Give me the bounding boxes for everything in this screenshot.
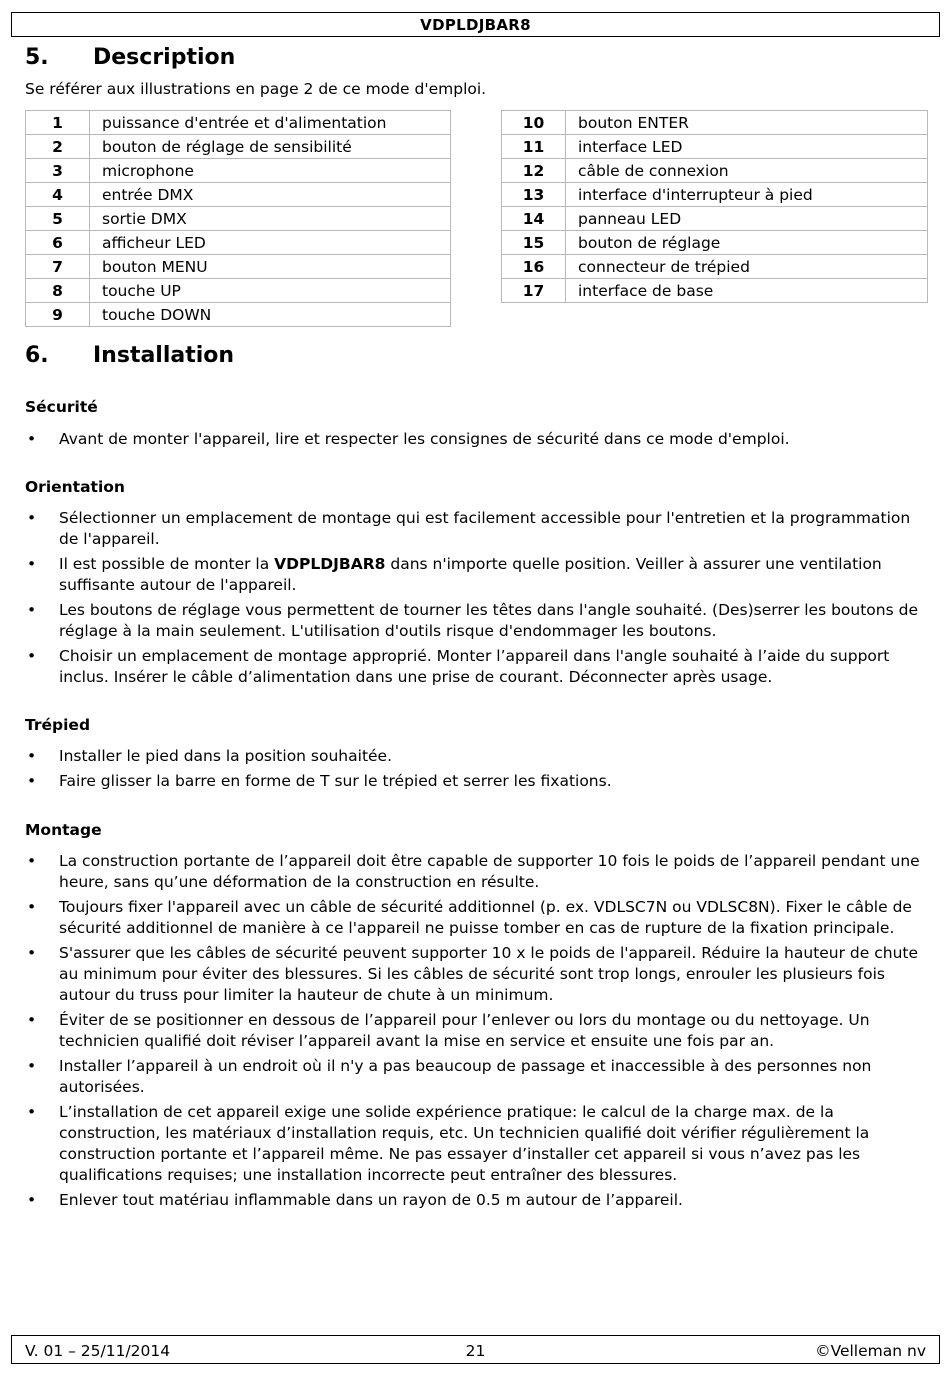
part-number: 5 <box>26 207 90 231</box>
table-row <box>502 159 928 183</box>
table-row <box>26 231 451 255</box>
bullet-icon: • <box>27 747 37 765</box>
table-row <box>502 255 928 279</box>
part-label: bouton ENTER <box>566 111 928 135</box>
table-row <box>26 207 451 231</box>
section-heading-installation <box>25 343 234 368</box>
table-row <box>502 231 928 255</box>
section-title: Description <box>93 45 236 70</box>
part-label: sortie DMX <box>90 207 451 231</box>
table-row <box>502 279 928 303</box>
section-number: 5. <box>25 45 49 70</box>
part-label: bouton de réglage de sensibilité <box>90 135 451 159</box>
bullet-icon: • <box>27 1191 37 1209</box>
list-item: • Toujours fixer l'appareil avec un câble de sécurité additionnel (p. ex. VDLSC7N ou VDLSC8N). Fixer le câble de sécurité additionnel de manière à ce l'appareil ne puisse tomber en cas de rupture de la fixation principale. <box>27 898 912 937</box>
list-item: • S'assurer que les câbles de sécurité peuvent supporter 10 x le poids de l'appareil. Réduire la hauteur de chute au minimum pour éviter des blessures. Si les câbles de sécurité sont trop longs, enrouler les plusieurs fois autour du truss pour limiter la hauteur de chute à un minimum. <box>27 944 919 1004</box>
bullet-icon: • <box>27 555 37 573</box>
part-number: 10 <box>502 111 566 135</box>
part-label: puissance d'entrée et d'alimentation <box>90 111 451 135</box>
description-intro: Se référer aux illustrations en page 2 de ce mode d'emploi. <box>25 80 487 98</box>
part-number: 3 <box>26 159 90 183</box>
section-heading-description <box>25 45 235 70</box>
subheading-montage: Montage <box>25 821 102 839</box>
table-row <box>26 255 451 279</box>
part-number: 4 <box>26 183 90 207</box>
subheading-securite: Sécurité <box>25 398 98 416</box>
list-item: • Les boutons de réglage vous permettent de tourner les têtes dans l'angle souhaité. (Des)serrer les boutons de réglage à la main seulement. L'utilisation d'outils risque d'endommager les boutons. <box>27 601 918 640</box>
list-item: • La construction portante de l’appareil doit être capable de supporter 10 fois le poids de l’appareil pendant une heure, sans qu’une déformation de la construction en résulte. <box>27 852 920 891</box>
parts-table-right <box>501 110 928 303</box>
section-title: Installation <box>93 343 235 368</box>
bullet-icon: • <box>27 944 37 962</box>
bullet-icon: • <box>27 1103 37 1121</box>
table-row <box>26 159 451 183</box>
trepied-list <box>25 746 930 796</box>
parts-table-left <box>25 110 451 327</box>
part-number: 13 <box>502 183 566 207</box>
part-number: 7 <box>26 255 90 279</box>
part-label: bouton de réglage <box>566 231 928 255</box>
part-label: interface d'interrupteur à pied <box>566 183 928 207</box>
orientation-list <box>25 508 930 692</box>
part-label: afficheur LED <box>90 231 451 255</box>
page-footer <box>11 1335 940 1364</box>
part-number: 17 <box>502 279 566 303</box>
part-label: panneau LED <box>566 207 928 231</box>
part-number: 11 <box>502 135 566 159</box>
part-label: connecteur de trépied <box>566 255 928 279</box>
part-label: touche UP <box>90 279 451 303</box>
list-item: • Il est possible de monter la VDPLDJBAR8 dans n'importe quelle position. Veiller à assurer une ventilation suffisante autour de l'appareil. <box>27 555 882 594</box>
header-title: VDPLDJBAR8 <box>420 16 531 34</box>
part-number: 1 <box>26 111 90 135</box>
footer-page-number: 21 <box>465 1342 486 1360</box>
part-number: 8 <box>26 279 90 303</box>
page-header <box>11 12 940 37</box>
subheading-orientation: Orientation <box>25 478 125 496</box>
table-row <box>502 207 928 231</box>
part-number: 9 <box>26 303 90 327</box>
table-row <box>26 303 451 327</box>
section-number: 6. <box>25 343 49 368</box>
part-label: microphone <box>90 159 451 183</box>
table-row <box>26 183 451 207</box>
montage-list <box>25 851 930 1215</box>
part-label: interface de base <box>566 279 928 303</box>
bullet-icon: • <box>27 898 37 916</box>
list-item: • L’installation de cet appareil exige une solide expérience pratique: le calcul de la charge max. de la construction, les matériaux d’installation requis, etc. Un technicien qualifié doit vérifier régulièrement la construction portante et l’appareil même. Ne pas essayer d’installer cet appareil si vous n’avez pas les qualifications requises; une installation incorrecte peut entraîner des blessures. <box>27 1103 870 1184</box>
product-code: VDPLDJBAR8 <box>274 555 386 573</box>
table-row <box>502 183 928 207</box>
bullet-icon: • <box>27 430 37 448</box>
table-row <box>26 135 451 159</box>
table-row <box>26 111 451 135</box>
part-label: entrée DMX <box>90 183 451 207</box>
list-item: • Sélectionner un emplacement de montage qui est facilement accessible pour l'entretien et la programmation de l'appareil. <box>27 509 911 548</box>
part-label: bouton MENU <box>90 255 451 279</box>
bullet-icon: • <box>27 852 37 870</box>
bullet-icon: • <box>27 647 37 665</box>
bullet-icon: • <box>27 772 37 790</box>
footer-version: V. 01 – 25/11/2014 <box>25 1342 171 1360</box>
table-row <box>26 279 451 303</box>
part-number: 12 <box>502 159 566 183</box>
list-item: • Avant de monter l'appareil, lire et respecter les consignes de sécurité dans ce mode d'emploi. <box>27 430 790 448</box>
part-label: câble de connexion <box>566 159 928 183</box>
table-row <box>502 135 928 159</box>
part-number: 16 <box>502 255 566 279</box>
bullet-icon: • <box>27 1011 37 1029</box>
subheading-trepied: Trépied <box>25 716 91 734</box>
list-item: • Faire glisser la barre en forme de T sur le trépied et serrer les fixations. <box>27 772 612 790</box>
part-number: 6 <box>26 231 90 255</box>
part-number: 2 <box>26 135 90 159</box>
securite-list <box>25 429 930 454</box>
part-number: 14 <box>502 207 566 231</box>
part-label: interface LED <box>566 135 928 159</box>
list-item: • Installer le pied dans la position souhaitée. <box>27 747 393 765</box>
list-item: • Choisir un emplacement de montage approprié. Monter l’appareil dans l'angle souhaité à l’aide du support inclus. Insérer le câble d’alimentation dans une prise de courant. Déconnecter après usage. <box>27 647 890 686</box>
bullet-icon: • <box>27 509 37 527</box>
part-number: 15 <box>502 231 566 255</box>
list-item: • Enlever tout matériau inflammable dans un rayon de 0.5 m autour de l’appareil. <box>27 1191 683 1209</box>
bullet-icon: • <box>27 1057 37 1075</box>
list-item: • Installer l’appareil à un endroit où il n'y a pas beaucoup de passage et inaccessible à des personnes non autorisées. <box>27 1057 872 1096</box>
table-row <box>502 111 928 135</box>
bullet-icon: • <box>27 601 37 619</box>
footer-copyright: ©Velleman nv <box>815 1342 926 1360</box>
list-item: • Éviter de se positionner en dessous de l’appareil pour l’enlever ou lors du montage ou du nettoyage. Un technicien qualifié doit réviser l’appareil avant la mise en service et ensuite une fois par an. <box>27 1011 870 1050</box>
part-label: touche DOWN <box>90 303 451 327</box>
